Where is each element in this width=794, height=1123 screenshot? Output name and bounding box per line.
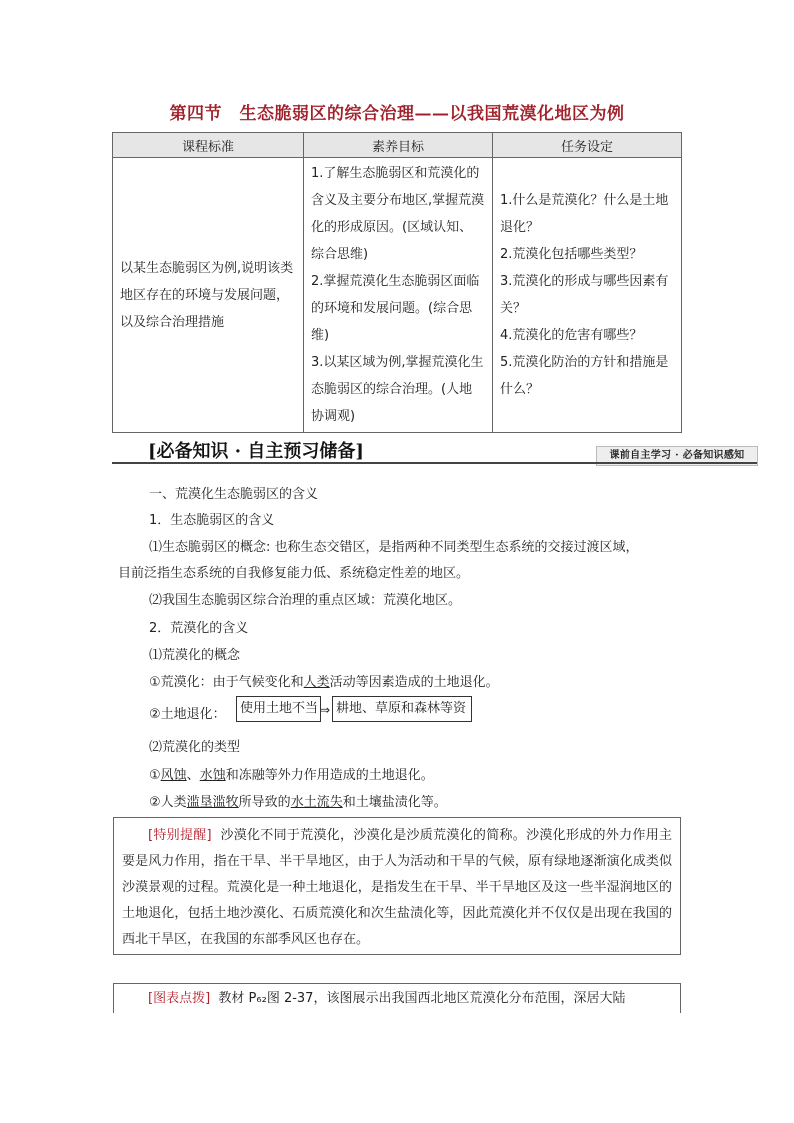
- subheading-types: ⑵荒漠化的类型: [149, 740, 241, 755]
- answer-box-result: 耕地、草原和森林等资: [332, 696, 472, 722]
- underlined-term: 水蚀: [199, 768, 226, 783]
- answer-box-cause: 使用土地不当: [236, 696, 321, 722]
- subheading-concept: ⑴荒漠化的概念: [149, 648, 241, 663]
- task-item: 4.荒漠化的危害有哪些？: [500, 328, 643, 343]
- page-title: 第四节 生态脆弱区的综合治理——以我国荒漠化地区为例: [169, 104, 625, 124]
- underlined-term: 水土流失: [290, 795, 343, 810]
- header-goals: 素养目标: [304, 133, 493, 158]
- paragraph-2: ⑵我国生态脆弱区综合治理的重点区域：荒漠化地区。: [149, 593, 462, 608]
- heading-1-2: 2．荒漠化的含义: [149, 621, 249, 636]
- cell-tasks: [493, 158, 682, 433]
- section-tag: 课前自主学习 · 必备知识感知: [596, 446, 758, 466]
- chart-tip-box: [113, 983, 681, 1013]
- underlined-term: 人类: [303, 675, 330, 690]
- header-tasks: 任务设定: [493, 133, 682, 158]
- underlined-term: 滥垦滥牧: [186, 795, 239, 810]
- cell-standard: [113, 158, 304, 433]
- goal-item: 1.了解生态脆弱区和荒漠化的含义及主要分布地区,掌握荒漠化的形成原因。(区域认知、综合思维): [311, 166, 485, 262]
- standard-text: 以某生态脆弱区为例,说明该类地区存在的环境与发展问题，以及综合治理措施: [120, 260, 294, 330]
- task-item: 5.荒漠化防治的方针和措施是什么？: [500, 355, 669, 397]
- curriculum-table: [112, 132, 682, 433]
- goal-item: 2.掌握荒漠化生态脆弱区面临的环境和发展问题。(综合思维): [311, 274, 480, 343]
- special-tip-text: 沙漠化不同于荒漠化，沙漠化是沙质荒漠化的简称。沙漠化形成的外力作用主要是风力作用，指在干旱、半干旱地区，由于人为活动和干旱的气候，原有绿地逐渐演化成类似沙漠景观的过程。荒漠化是一种土地退化，是指发生在干旱、半干旱地区及这一些半湿润地区的土地退化，包括土地沙漠化、石质荒漠化和次生盐渍化等，因此荒漠化并不仅仅是出现在我国的西北干旱区，在我国的东部季风区也存在。: [122, 828, 672, 947]
- arrow-icon: ⇒: [320, 703, 331, 717]
- type-2: ②人类滥垦滥牧所导致的水土流失和土壤盐渍化等。: [149, 795, 447, 810]
- section-banner: [必备知识 · 自主预习储备]: [148, 441, 364, 462]
- definition-desertification: ①荒漠化：由于气候变化和人类活动等因素造成的土地退化。: [149, 675, 499, 690]
- header-standard: 课程标准: [113, 133, 304, 158]
- underlined-term: 风蚀: [160, 768, 187, 783]
- paragraph-1-line-1: ⑴生态脆弱区的概念: 也称生态交错区，是指两种不同类型生态系统的交接过渡区域，: [149, 540, 639, 555]
- table-row: [113, 158, 682, 433]
- task-item: 3.荒漠化的形成与哪些因素有关？: [500, 274, 669, 316]
- special-tip-box: [113, 817, 681, 955]
- banner-divider: [112, 462, 757, 464]
- heading-1-1: 1．生态脆弱区的含义: [149, 513, 275, 528]
- definition-degradation-label: ②土地退化：: [149, 707, 226, 722]
- type-1: ①风蚀、水蚀和冻融等外力作用造成的土地退化。: [149, 768, 434, 783]
- chart-tip-text: 教材 P₆₂图 2-37，该图展示出我国西北地区荒漠化分布范围，深居大陆: [218, 991, 626, 1006]
- paragraph-1-line-2: 目前泛指生态系统的自我修复能力低、系统稳定性差的地区。: [118, 566, 470, 581]
- task-item: 2.荒漠化包括哪些类型？: [500, 247, 643, 262]
- cell-goals: [304, 158, 493, 433]
- task-item: 1.什么是荒漠化？什么是土地退化？: [500, 193, 669, 235]
- chart-tip-label: [图表点拨]: [148, 991, 211, 1006]
- special-tip-label: [特别提醒]: [148, 828, 212, 843]
- heading-1: 一、荒漠化生态脆弱区的含义: [149, 487, 319, 502]
- table-header-row: [113, 133, 682, 158]
- goal-item: 3.以某区域为例,掌握荒漠化生态脆弱区的综合治理。(人地协调观): [311, 355, 484, 424]
